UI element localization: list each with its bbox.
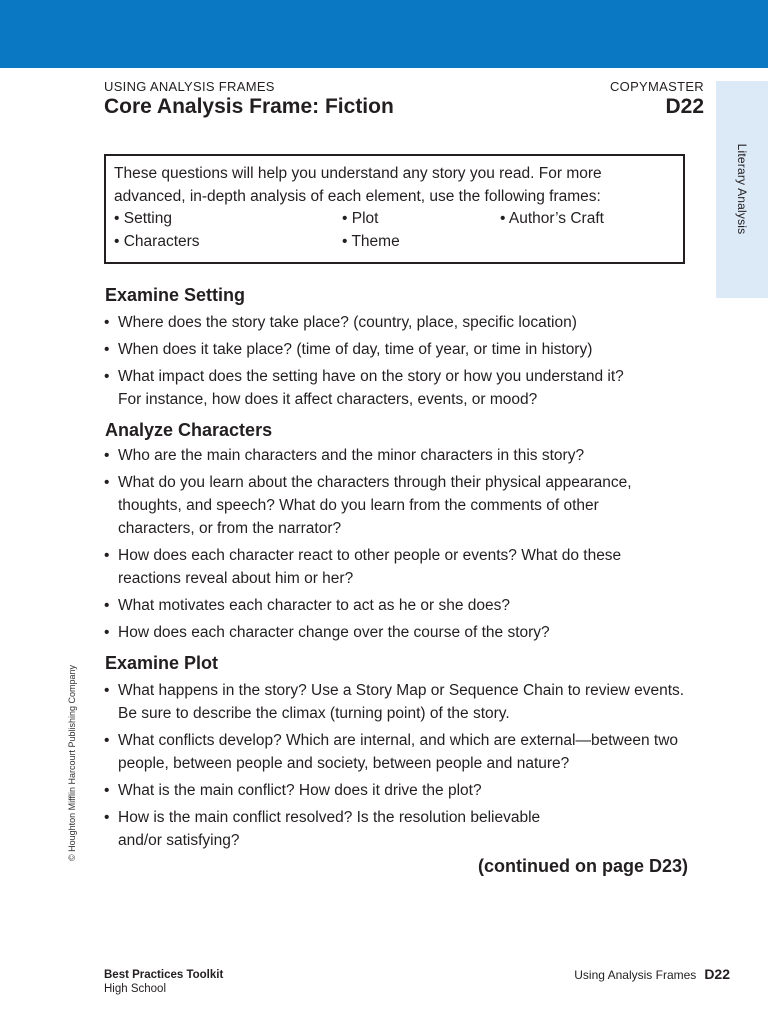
frame-item: • Author’s Craft — [500, 210, 604, 227]
list-item: • When does it take place? (time of day, time of year, or time in history) — [104, 338, 704, 361]
frames-list — [114, 210, 675, 258]
copymaster-label: COPYMASTER — [609, 79, 704, 94]
characters-question-list — [104, 444, 704, 648]
frame-item: • Characters — [114, 233, 200, 250]
side-tab-label: Literary Analysis — [735, 143, 749, 235]
frame-item: • Plot — [342, 210, 379, 227]
section-label: USING ANALYSIS FRAMES — [104, 79, 275, 94]
copyright-notice: © Houghton Mifflin Harcourt Publishing Company — [67, 664, 77, 862]
list-item: • What is the main conflict? How does it drive the plot? — [104, 779, 704, 802]
list-item: • What do you learn about the characters through their physical appearance, thoughts, and speech? What do you learn from the comments of other characters, or from the narrator? — [104, 471, 648, 540]
list-item: • What impact does the setting have on the story or how you understand it? For instance, how does it affect characters, events, or mood? — [104, 365, 638, 411]
section-heading-setting: Examine Setting — [105, 285, 246, 305]
frame-item: • Setting — [114, 210, 172, 227]
setting-question-list — [104, 311, 704, 415]
list-item: • How is the main conflict resolved? Is the resolution believable and/or satisfying? — [104, 806, 558, 852]
footer-page-number: D22 — [704, 966, 730, 982]
list-item: • What happens in the story? Use a Story Map or Sequence Chain to review events. Be sure to describe the climax (turning point) of the story. — [104, 679, 693, 725]
footer-page-info — [574, 966, 730, 982]
footer-section: Using Analysis Frames — [574, 968, 697, 982]
list-item: • Who are the main characters and the minor characters in this story? — [104, 444, 663, 467]
section-heading-characters: Analyze Characters — [105, 420, 273, 440]
intro-box — [104, 154, 685, 264]
section-heading-plot: Examine Plot — [105, 653, 219, 673]
top-banner — [0, 0, 768, 68]
footer-level: High School — [104, 983, 167, 995]
page-title: Core Analysis Frame: Fiction — [104, 95, 394, 118]
list-item: • How does each character react to other people or events? What do these reactions reveal about him or her? — [104, 544, 638, 590]
list-item: • What motivates each character to act as he or she does? — [104, 594, 704, 617]
continued-note: (continued on page D23) — [477, 856, 688, 876]
copymaster-code: D22 — [665, 95, 704, 118]
list-item: • Where does the story take place? (country, place, specific location) — [104, 311, 704, 334]
list-item: • What conflicts develop? Which are internal, and which are external—between two people, between people and society, between people and nature? — [104, 729, 678, 775]
plot-question-list — [104, 679, 704, 856]
intro-text: These questions will help you understand any story you read. For more advanced, in-depth analysis of each element, use the following frames: — [114, 165, 602, 205]
list-item: • How does each character change over the course of the story? — [104, 621, 704, 644]
frame-item: • Theme — [342, 233, 400, 250]
footer-book-title: Best Practices Toolkit — [104, 969, 224, 981]
